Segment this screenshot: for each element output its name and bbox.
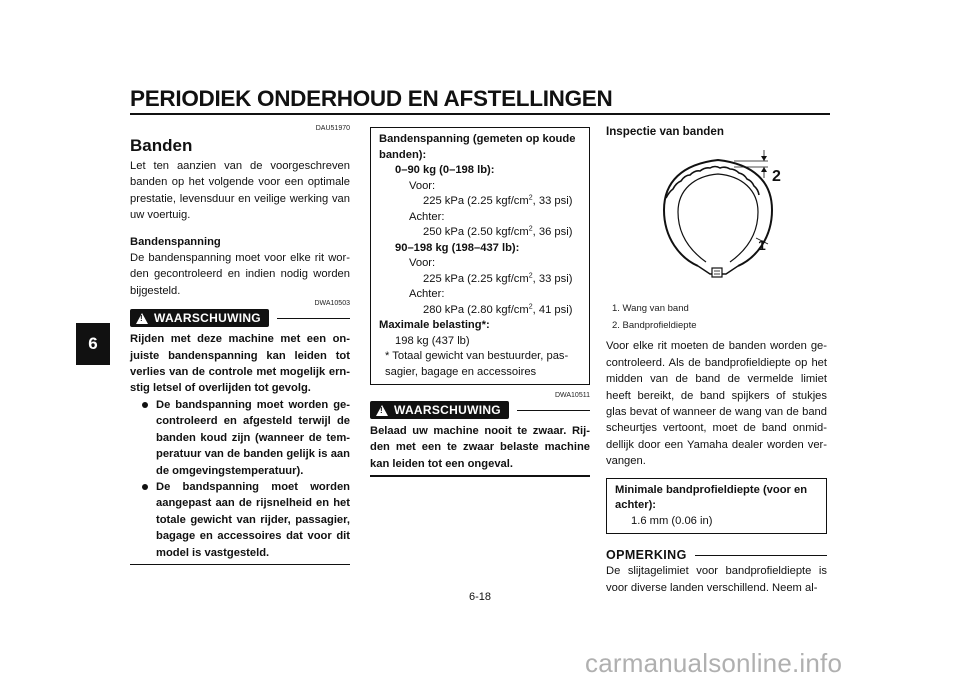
spec-title: Minimale bandprofieldiepte (voor en achter):: [615, 483, 808, 512]
warning-icon: !: [376, 405, 388, 416]
spec-value: 280 kPa (2.80 kgf/$cm^2$, 41 psi): [423, 302, 573, 316]
section-heading-banden: Banden: [130, 136, 193, 155]
warning-text: Belaad uw machine nooit te zwaar. Rij-den met een te zwaar belaste machine kan leiden tot een ongeval.: [370, 425, 590, 470]
section-heading-inspectie: Inspectie van banden: [606, 125, 724, 138]
warning-rule: [517, 410, 590, 411]
tire-figure: [606, 140, 827, 288]
bullet-text: De bandspanning moet worden ge-controleerd en afgesteld terwijl de banden koud zijn (wanneer de tem-peratuur van de banden gelijk is aan de omgevingstemperatuur).: [156, 398, 350, 477]
spec-value: 1.6 mm (0.06 in): [631, 514, 713, 527]
warning-icon: !: [136, 313, 148, 324]
warning-header: [130, 309, 350, 327]
spec-range-1: 0–90 kg (0–198 lb):: [395, 164, 495, 176]
figure-caption-2: 2. Bandprofieldiepte: [612, 320, 697, 332]
figure-label-1: 1: [758, 237, 766, 254]
page-title: PERIODIEK ONDERHOUD EN AFSTELLINGEN: [130, 86, 613, 111]
warning-code: DWA10503: [314, 300, 350, 308]
note-title: OPMERKING: [606, 548, 687, 563]
warning-badge: [130, 309, 269, 327]
max-load-label: Maximale belasting*:: [379, 319, 490, 331]
title-rule: [130, 113, 830, 115]
spec-front-label: Voor:: [409, 179, 436, 192]
spec-rear-label: Achter:: [409, 210, 445, 223]
list-item: [130, 397, 350, 479]
warning-header: [370, 401, 590, 419]
spec-value: 250 kPa (2.50 kgf/$cm^2$, 36 psi): [423, 225, 573, 238]
column-3: [606, 124, 827, 596]
spec-range-2: 90–198 kg (198–437 lb):: [395, 241, 520, 254]
warning-label: WAARSCHUWING: [154, 311, 261, 326]
note-header: [606, 548, 827, 562]
chapter-tab: 6: [76, 323, 110, 365]
spec-title: Bandenspanning (gemeten op koude banden):: [379, 133, 576, 161]
note-rule: [695, 555, 827, 556]
list-item: [130, 479, 350, 561]
max-load-value: 198 kg (437 lb): [395, 334, 470, 347]
spec-rear-label: Achter:: [409, 288, 445, 300]
warning-end-rule: [370, 475, 590, 477]
warning-badge: [370, 401, 509, 419]
inspection-paragraph: Voor elke rit moeten de banden worden ge-controleerd. Als de bandprofieldiepte op het midden van de band de vermelde limiet heeft bereikt, de band spijkers of stukjes glas bevat of wanneer de wang van de band scheurtjes vertoont, moet de band onmid-dellijk door een Yamaha dealer worden ver-vangen.: [606, 340, 827, 468]
column-2: [370, 127, 590, 477]
tire-pressure-spec-box: [370, 127, 590, 385]
warning-code: DWA10511: [554, 392, 590, 399]
bullet-icon: [142, 402, 148, 408]
watermark: carmanualsonline.info: [585, 648, 843, 678]
spec-value: 225 kPa (2.25 kgf/$cm^2$, 33 psi): [423, 271, 573, 285]
warning-rule: [277, 318, 350, 319]
subheading-bandenspanning: Bandenspanning: [130, 235, 221, 248]
bullet-icon: [142, 484, 148, 490]
intro-paragraph: Let ten aanzien van de voorgeschreven banden op het volgende voor een optimale prestatie, levensduur en veilige werking van uw voertuig.: [130, 160, 350, 222]
warning-text: Rijden met deze machine met een on-juiste bandenspanning kan leiden tot verlies van de controle met mogelijk ern-stig letsel of overlijden tot gevolg.: [130, 333, 350, 395]
pressure-paragraph: De bandenspanning moet voor elke rit wor-den gecontroleerd en indien nodig worden bijgesteld.: [130, 252, 350, 297]
spec-front-label: Voor:: [409, 257, 436, 269]
column-1: [130, 125, 350, 565]
reference-code: DAU51970: [315, 125, 350, 132]
warning-end-rule: [130, 564, 350, 566]
note-text: De slijtagelimiet voor bandprofieldiepte is voor diverse landen verschillend. Neem al-: [606, 565, 827, 594]
figure-caption-1: 1. Wang van band: [612, 303, 689, 315]
figure-label-2: 2: [772, 168, 781, 186]
tread-depth-spec-box: [606, 478, 827, 535]
spec-value: 225 kPa (2.25 kgf/$cm^2$, 33 psi): [423, 194, 573, 207]
tire-cross-section-illustration: [606, 140, 827, 288]
warning-label: WAARSCHUWING: [394, 403, 501, 417]
max-load-note: * Totaal gewicht van bestuurder, pas-sagier, bagage en accessoires: [385, 350, 569, 378]
page-number: 6-18: [468, 591, 492, 603]
bullet-text: De bandspanning moet worden aangepast aan de rijsnelheid en het totale gewicht van rijder, passagier, bagage en accessoires dat voor dit model is vastgesteld.: [156, 480, 350, 559]
